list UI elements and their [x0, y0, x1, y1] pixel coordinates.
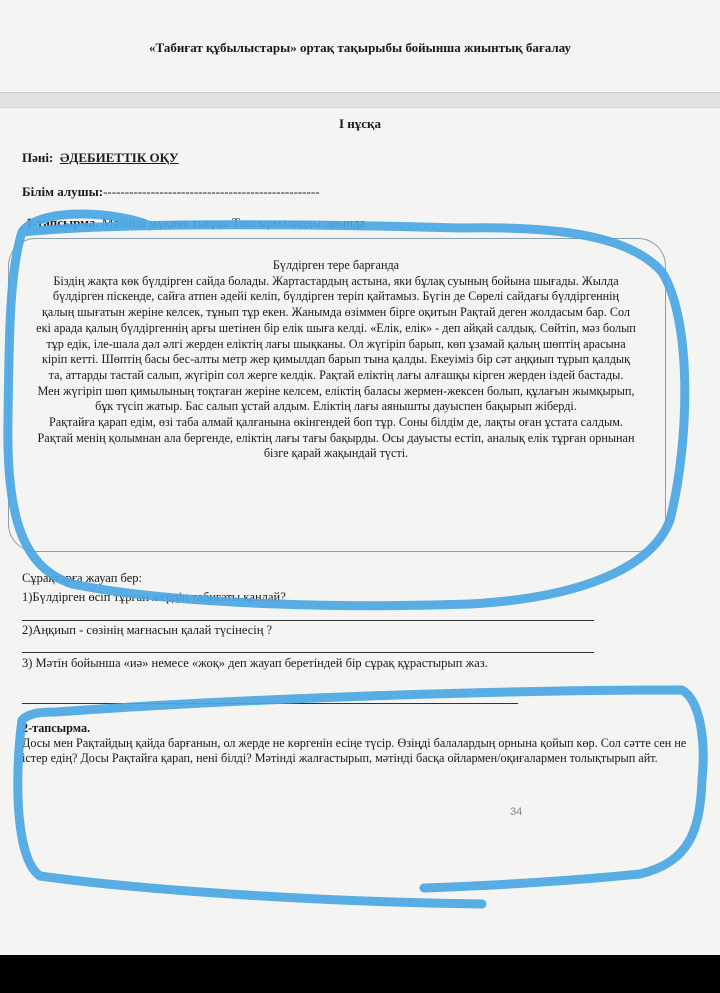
story-paragraph-1: Біздің жақта көк бүлдірген сайда болады. Жартастардың астына, яки бұлақ суының бойына шығады. Жылда бүлдірген піскенде, сайға атпен әдейі келіп, бүлдірген теріп қайтамыз. Бүгін де Сөрелі сайдағы бүлдіргеннің қалың шығатын жеріне келсек, тұнып тұр екен. Жанымда өзіммен бірге оқитын Рақтай деген жолдасым бар. Сол екі арада қалың бүлдіргеннің арғы шетінен бір елік шыға келді. «Елік, елік» - деп айқай салдық. Сөйтіп, мәз болып тұр едік, іле-шала дәл әлгі жерден еліктің лағы шықканы. Ол жүгіріп барып, көп ұзамай қалың шөптің арасына кіріп кетті. Шөптің басы бес-алты метр жер қимылдап барып тына қалды. Екеуіміз бір сәт аңқиып тұрып қалдық та, аттарды тастай салып, жүгіріп сол жерге келдік. Рақтай еліктің лағы алғашқы кірген жерден іздей бастады. Мен жүгіріп шөп қимылының тоқтаған жеріне келсем, еліктің баласы жермен-жексен болып, құлағын жымқырып, бұк түсіп жатыр. Бас салып ұстай алдым. Еліктің лағы аянышты дауыспен бақырып жіберді. — [36, 273, 636, 414]
variant-label: І нұсқа — [338, 116, 382, 131]
story-paragraph-2: Рақтайға қарап едім, өзі таба алмай қалғанына өкінгендей боп тұр. Соны білдім де, лақты оған ұстата салдым. Рақтай менің қолымнан ала бергенде, еліктің лағы тағы бақырды. Осы дауысты естіп, аналық елік тұрған орнынан бізге қарай жақындай түсті. — [37, 415, 635, 461]
student-line — [22, 184, 320, 200]
question-3: 3) Мәтін бойынша «иә» немесе «жоқ» деп жауап беретіндей бір сұрақ құрастырып жаз. — [22, 656, 488, 670]
task1-line — [26, 215, 365, 231]
story-title: Бүлдірген тере барғанда — [272, 258, 400, 272]
task1-label: 1-тапсырма. — [26, 215, 99, 230]
question-1: 1)Бүлдірген өсіп тұрған жердің табиғаты қандай? — [22, 590, 286, 604]
student-blank: -------------------------------------------------- — [103, 184, 320, 199]
subject-value: ӘДЕБИЕТТІК ОҚУ — [59, 150, 179, 165]
answer-line-3 — [22, 703, 518, 704]
divider-band — [0, 92, 720, 108]
task1-instruction: Мәтінді мұқият тыңда. Тапсырмаларды орында — [101, 215, 366, 230]
student-label: Білім алушы: — [22, 184, 104, 199]
page-number: 34 — [510, 806, 523, 818]
subject-line — [22, 150, 179, 166]
page-title: «Табиғат құбылыстары» ортақ тақырыбы бойынша жиынтық бағалау — [148, 40, 572, 55]
story-text — [36, 258, 636, 462]
questions-heading: Сұрақтарға жауап бер: — [22, 571, 142, 585]
answer-line-1 — [22, 620, 594, 621]
question-2: 2)Аңқиып - сөзінің мағнасын қалай түсінесің ? — [22, 623, 273, 637]
task2-label: 2-тапсырма. — [22, 721, 91, 735]
answer-line-2 — [22, 652, 594, 653]
task2-text: Досы мен Рақтайдың қайда барғанын, ол жерде не көргенін есіңе түсір. Өзіңді балалардың орнына қойып көр. Сол сәтте сен не істер едің? Досы Рақтайға қарап, нені білді? Мәтінді жалғастырып, мәтінді басқа ойлармен/оқиғалармен толықтырып айт. — [22, 736, 687, 765]
task2-block — [22, 721, 692, 766]
subject-label: Пәні: — [22, 150, 54, 165]
